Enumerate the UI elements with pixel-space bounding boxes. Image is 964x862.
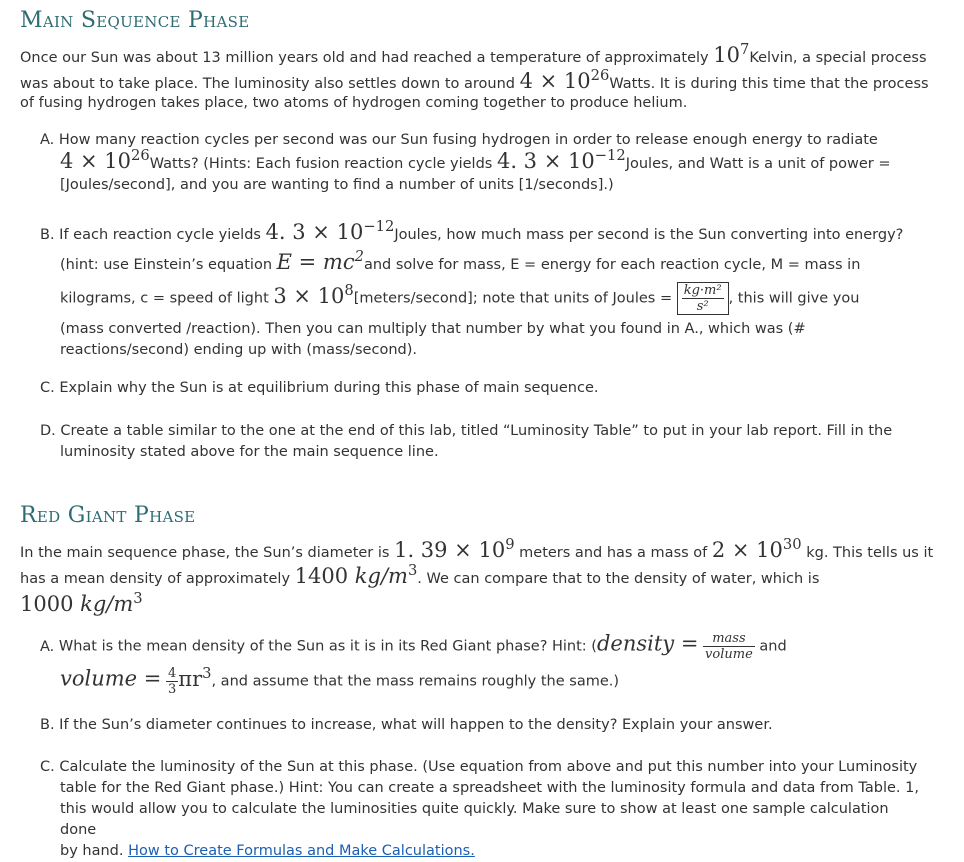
joules-units-bracket: $\frac{\text{kg·m²}}{\text{s²}}$ [677,282,729,315]
main-sequence-item-d: D. Create a table similar to the one at the end of this lab, titled “Luminosity Table” to put in your lab report. Fill in the luminosity stated above for the main sequence line. [40,423,893,460]
main-sequence-item-c: C. Explain why the Sun is at equilibrium during this phase of main sequence. [40,380,599,396]
red-giant-item-b: B. If the Sun’s diameter continues to increase, what will happen to the density? Explain your answer. [40,717,773,733]
main-sequence-item-b: B. If each reaction cycle yields 4. $3 \times 10^{-12}Joules$, how much mass per second is the Sun converting into energy? (hint: use Einstein’s equation $E = mc^2and$ solve for mass, E = energy for each reaction cycle, M = mass in kilograms, c = speed of light $3 \times 10^8[meters/second]$; note that units of Joules = $\frac{\text{kg·m²}}{\text{s²}}$ , this will give you (mass converted /reaction). Then you can multiply that number by what you found in A., which was (# reactions/second) ending up with (mass/second). [40,218,904,358]
main-sequence-intro: Once our Sun was about 13 million years old and had reached a temperature of approximately $10^7Kelvin$, a special process was about to take place. The luminosity also settles down to around $4 \times 10^{26}Watts$. It is during this time that the process of fusing hydrogen takes place, two atoms of hydrogen coming together to produce helium. [20,41,929,111]
red-giant-intro: In the main sequence phase, the Sun’s diameter is 1. $39 \times 10^9$ meters and has a mass of $2 \times 10^{30}$ kg. This tells us it has a mean density of approximately 1400 $kg/m^3$. We can compare that to the density of water, which is 1000 $kg/m^3$ [20,536,934,616]
mass-over-volume-fraction: $\frac{\text{mass}}{\text{volume}}$ [705,631,753,662]
main-sequence-heading: Main Sequence Phase [20,8,250,33]
main-sequence-item-a: A. How many reaction cycles per second was our Sun fusing hydrogen in order to release enough energy to radiate $4 \times 10^{26}Watts$? (Hints: Each fusion reaction cycle yields 4. $3 \times 10^{-12}Joules$, and Watt is a unit of power = [Joules/second], and you are wanting to find a number of units [1/seconds].) [40,132,891,193]
red-giant-item-a: A. What is the mean density of the Sun as it is in its Red Giant phase? Hint: (density = $\frac{\text{mass}}{\text{volume}}$ and volume = $\frac{4}{3}$ $\pi r^3$, and assume that the mass remains roughly the same.) [40,631,787,697]
formulas-calculations-link[interactable]: How to Create Formulas and Make Calculations. [128,843,475,859]
red-giant-heading: Red Giant Phase [20,503,196,528]
red-giant-item-c: C. Calculate the luminosity of the Sun at this phase. (Use equation from above and put this number into your Luminosity table for the Red Giant phase.) Hint: You can create a spreadsheet with the luminosity formula and data from Table. 1, this would allow you to calculate the luminosities quite quickly. Make sure to show at least one sample calculation done by hand. How to Create Formulas and Make Calculations. [40,759,919,859]
